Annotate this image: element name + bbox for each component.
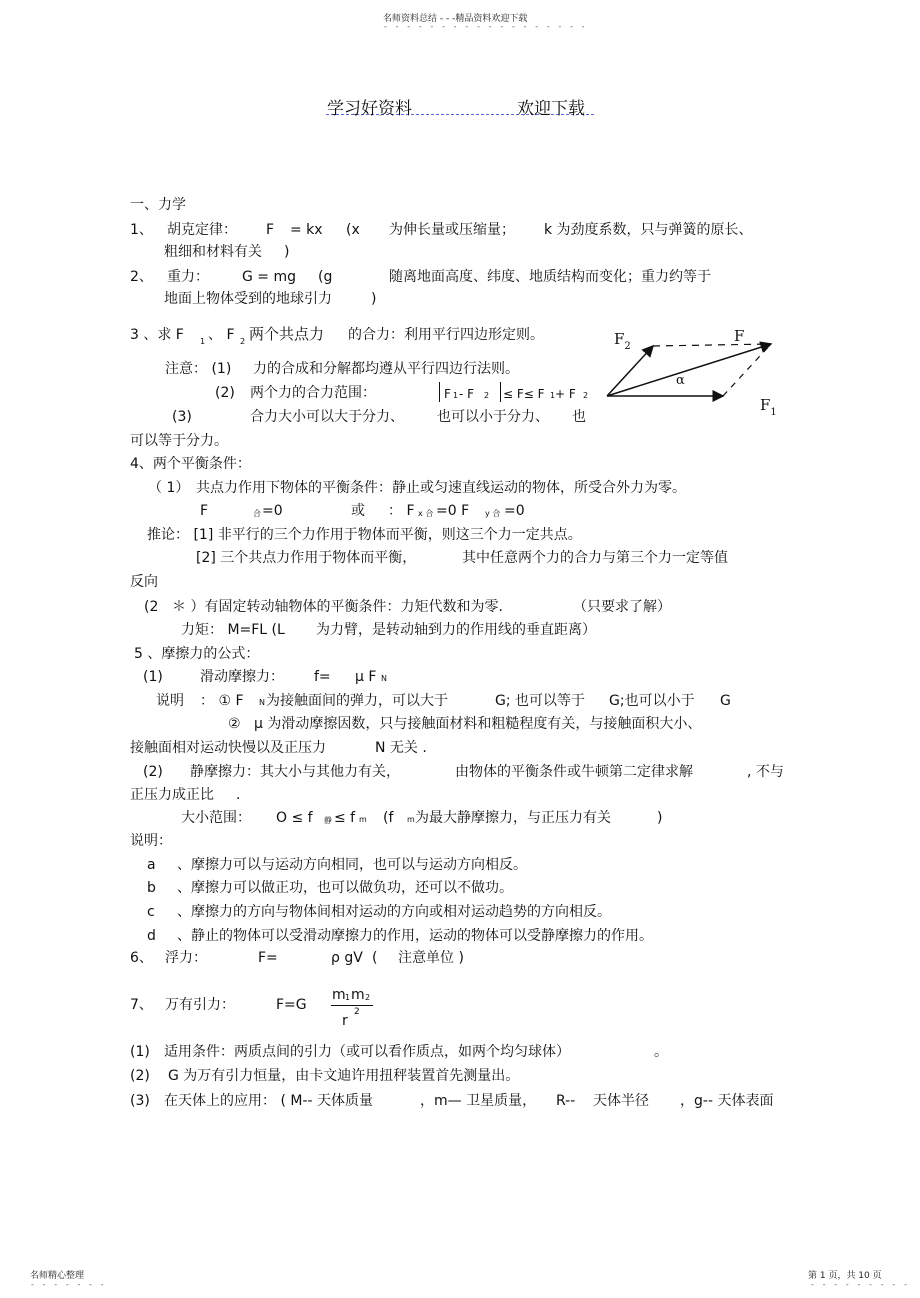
line-109: 万有引力：: [165, 997, 235, 1013]
line-37: 也可以小于分力、: [437, 409, 549, 425]
line-96: b: [147, 880, 156, 896]
line-63: 滑动摩擦力：: [200, 669, 284, 685]
line-45: =0: [262, 503, 283, 519]
diagram-alpha-label: α: [676, 373, 685, 388]
line-49: =0 F: [436, 503, 470, 519]
line-124: ，m— 卫星质量，: [420, 1093, 537, 1109]
title-right: 欢迎下载: [517, 99, 585, 119]
line-39: 可以等于分力。: [130, 433, 228, 449]
line-35: (3): [172, 409, 192, 425]
line-117: (1): [130, 1044, 150, 1060]
line-51: =0: [504, 503, 525, 519]
line-115: r: [342, 1013, 348, 1029]
line-48: x 合: [418, 509, 434, 518]
line-8: 粗细和材料有关: [164, 244, 262, 260]
line-107: 注意单位 ): [398, 950, 464, 966]
line-105: ρ gV: [331, 950, 363, 966]
line-58: （只要求了解）: [573, 599, 671, 615]
line-3: F: [266, 222, 275, 238]
line-106: (: [372, 950, 378, 966]
line-79: 静摩擦力：其大小与其他力有关，: [190, 764, 400, 780]
line-62: (1): [143, 669, 163, 685]
line-16: ): [371, 291, 377, 307]
line-59: 力矩： M=FL (L: [181, 622, 285, 638]
abs-bar-left: [439, 382, 440, 402]
line-80: 由物体的平衡条件或牛顿第二定律求解: [455, 764, 693, 780]
line-97: 、摩擦力可以做正功，也可以做负功，还可以不做功。: [177, 880, 513, 896]
line-71: G; 也可以等于: [495, 693, 586, 709]
line-75: μ 为滑动摩擦因数，只与接触面材料和粗糙程度有关，与接触面积大小、: [254, 716, 702, 732]
line-68: ： ① F: [200, 693, 244, 709]
line-84: 大小范围：: [181, 810, 251, 826]
line-95: 、摩擦力可以与运动方向相同，也可以与运动方向相反。: [177, 857, 527, 873]
line-127: ，g-- 天体表面: [680, 1093, 774, 1109]
line-14: 随离地面高度、纬度、地质结构而变化；重力约等于: [389, 269, 711, 285]
line-83: .: [236, 787, 241, 803]
line-120: (2): [130, 1068, 150, 1084]
line-78: (2): [143, 764, 163, 780]
line-1: 1、: [130, 222, 153, 238]
line-99: 、摩擦力的方向与物体间相对运动的方向或相对运动趋势的方向相反。: [177, 904, 611, 920]
line-76: 接触面相对运动快慢以及正压力: [130, 740, 326, 756]
title-left: 学习好资料: [327, 99, 412, 119]
footer-page-number: 第 1 页，共 10 页: [808, 1271, 882, 1281]
line-11: 重力：: [167, 269, 209, 285]
line-30: 2: [484, 391, 490, 400]
line-70: 为接触面间的弹力，可以大于: [266, 693, 448, 709]
line-42: 共点力作用下物体的平衡条件：静止或匀速直线运动的物体，所受合外力为零。: [196, 480, 686, 496]
line-13: (g: [318, 269, 333, 285]
line-101: 、静止的物体可以受滑动摩擦力的作用，运动的物体可以受静摩擦力的作用。: [177, 928, 653, 944]
line-87: ≤ f: [334, 810, 356, 826]
line-2: 胡克定律：: [167, 222, 237, 238]
diagram-f-label: F: [734, 327, 745, 345]
line-111: m: [332, 987, 346, 1003]
line-112: 1: [345, 993, 351, 1002]
line-20: 2: [240, 337, 246, 346]
line-26: 两个力的合力范围：: [250, 385, 376, 401]
line-81: , 不与: [747, 764, 784, 780]
line-118: 适用条件：两质点间的引力（或可以看作质点，如两个均匀球体）: [164, 1044, 570, 1060]
line-28: 1: [453, 391, 459, 400]
line-12: G = mg: [242, 269, 297, 285]
line-91: 为最大静摩擦力，与正压力有关: [415, 810, 611, 826]
line-7: k 为劲度系数，只与弹簧的原长、: [544, 222, 753, 238]
line-21: 两个共点力: [249, 325, 325, 343]
line-89: (f: [383, 810, 394, 826]
line-34: 2: [583, 391, 589, 400]
line-82: 正压力成正比: [130, 787, 214, 803]
line-57: ＊ ）有固定转动轴物体的平衡条件：力矩代数和为零．: [172, 599, 513, 615]
line-52: 推论： [1] 非平行的三个力作用于物体而平衡，则这三个力一定共点。: [147, 527, 582, 543]
line-88: m: [359, 815, 367, 824]
line-4: = kx: [290, 222, 323, 238]
header-dots: - - - - - - - - - - - - - - - - - -: [383, 22, 587, 31]
line-114: 2: [365, 993, 371, 1002]
line-60: 为力臂，是转动轴到力的作用线的垂直距离）: [316, 622, 596, 638]
line-67: 说明: [156, 693, 184, 709]
line-69: N: [259, 698, 265, 707]
line-10: 2、: [130, 269, 153, 285]
line-46: 或: [351, 503, 365, 519]
line-19: 、 F: [208, 327, 235, 343]
header-text: 名师资料总结 - - -精品资料欢迎下载: [383, 14, 528, 24]
line-90: m: [407, 815, 415, 824]
diagram-f1-label: $F_1$: [760, 396, 777, 418]
line-125: R--: [556, 1093, 576, 1109]
line-116: 2: [354, 1007, 360, 1017]
line-94: a: [147, 857, 156, 873]
line-33: + F: [555, 387, 576, 401]
line-24: 力的合成和分解都均遵从平行四边行法则。: [253, 361, 519, 377]
line-50: y 合: [485, 509, 501, 518]
line-27: F: [444, 387, 451, 401]
line-5: (x: [346, 222, 360, 238]
abs-bar-right: [500, 382, 501, 402]
line-22: 的合力：利用平行四边形定则。: [348, 327, 544, 343]
line-100: d: [147, 928, 156, 944]
line-73: G: [720, 693, 731, 709]
line-121: G 为万有引力恒量，由卡文迪许用扭秤装置首先测量出。: [168, 1068, 520, 1084]
line-0: 一、力学: [130, 197, 186, 213]
line-15: 地面上物体受到的地球引力: [164, 291, 332, 307]
line-9: ): [284, 244, 290, 260]
diagram-f2-label: $F_2$: [614, 330, 631, 352]
line-43: F: [200, 503, 209, 519]
line-32: 1: [550, 391, 556, 400]
line-40: 4、两个平衡条件：: [130, 456, 251, 472]
footer-left: 名师精心整理: [30, 1271, 85, 1281]
line-25: (2): [215, 385, 235, 401]
line-56: (2: [144, 599, 159, 615]
line-29: - F: [459, 387, 475, 401]
line-55: 反向: [130, 574, 158, 590]
line-92: ): [657, 810, 663, 826]
dashed-top-edge: [653, 344, 771, 346]
line-126: 天体半径: [593, 1093, 649, 1109]
line-38: 也: [572, 409, 586, 425]
line-41: （ 1）: [148, 480, 190, 496]
line-54: 其中任意两个力的合力与第三个力一定等值: [462, 550, 728, 566]
line-102: 6、: [130, 950, 153, 966]
line-31: ≤ F≤ F: [503, 387, 545, 401]
line-65: μ F: [355, 669, 377, 685]
line-93: 说明：: [130, 833, 172, 849]
line-17: 3 、求 F: [130, 327, 184, 343]
line-72: G;也可以小于: [609, 693, 695, 709]
line-104: F=: [258, 950, 278, 966]
line-113: m: [351, 987, 365, 1003]
line-18: 1: [200, 337, 206, 346]
line-86: 静: [324, 816, 332, 825]
line-119: 。: [654, 1044, 668, 1060]
line-85: O ≤ f: [276, 810, 313, 826]
line-122: (3): [130, 1093, 150, 1109]
line-74: ②: [228, 716, 241, 732]
fraction-bar: [331, 1005, 373, 1006]
line-47: ： F: [388, 503, 415, 519]
line-44: 合: [253, 509, 261, 518]
line-66: N: [381, 674, 387, 683]
line-110: F=G: [276, 997, 307, 1013]
line-77: N 无关 .: [375, 740, 427, 756]
line-98: c: [147, 904, 155, 920]
line-123: 在天体上的应用： ( M-- 天体质量: [164, 1093, 373, 1109]
line-103: 浮力：: [165, 950, 207, 966]
line-36: 合力大小可以大于分力、: [250, 409, 404, 425]
line-108: 7、: [130, 997, 153, 1013]
line-6: 为伸长量或压缩量；: [389, 222, 515, 238]
line-64: f=: [314, 669, 331, 685]
line-53: [2] 三个共点力作用于物体而平衡，: [196, 550, 417, 566]
line-61: 5 、摩擦力的公式：: [134, 646, 260, 662]
footer-left-dots: - - - - - - -: [30, 1280, 106, 1289]
footer-right-dots: - - - - - - - - -: [810, 1280, 909, 1289]
line-23: 注意： (1): [165, 361, 232, 377]
